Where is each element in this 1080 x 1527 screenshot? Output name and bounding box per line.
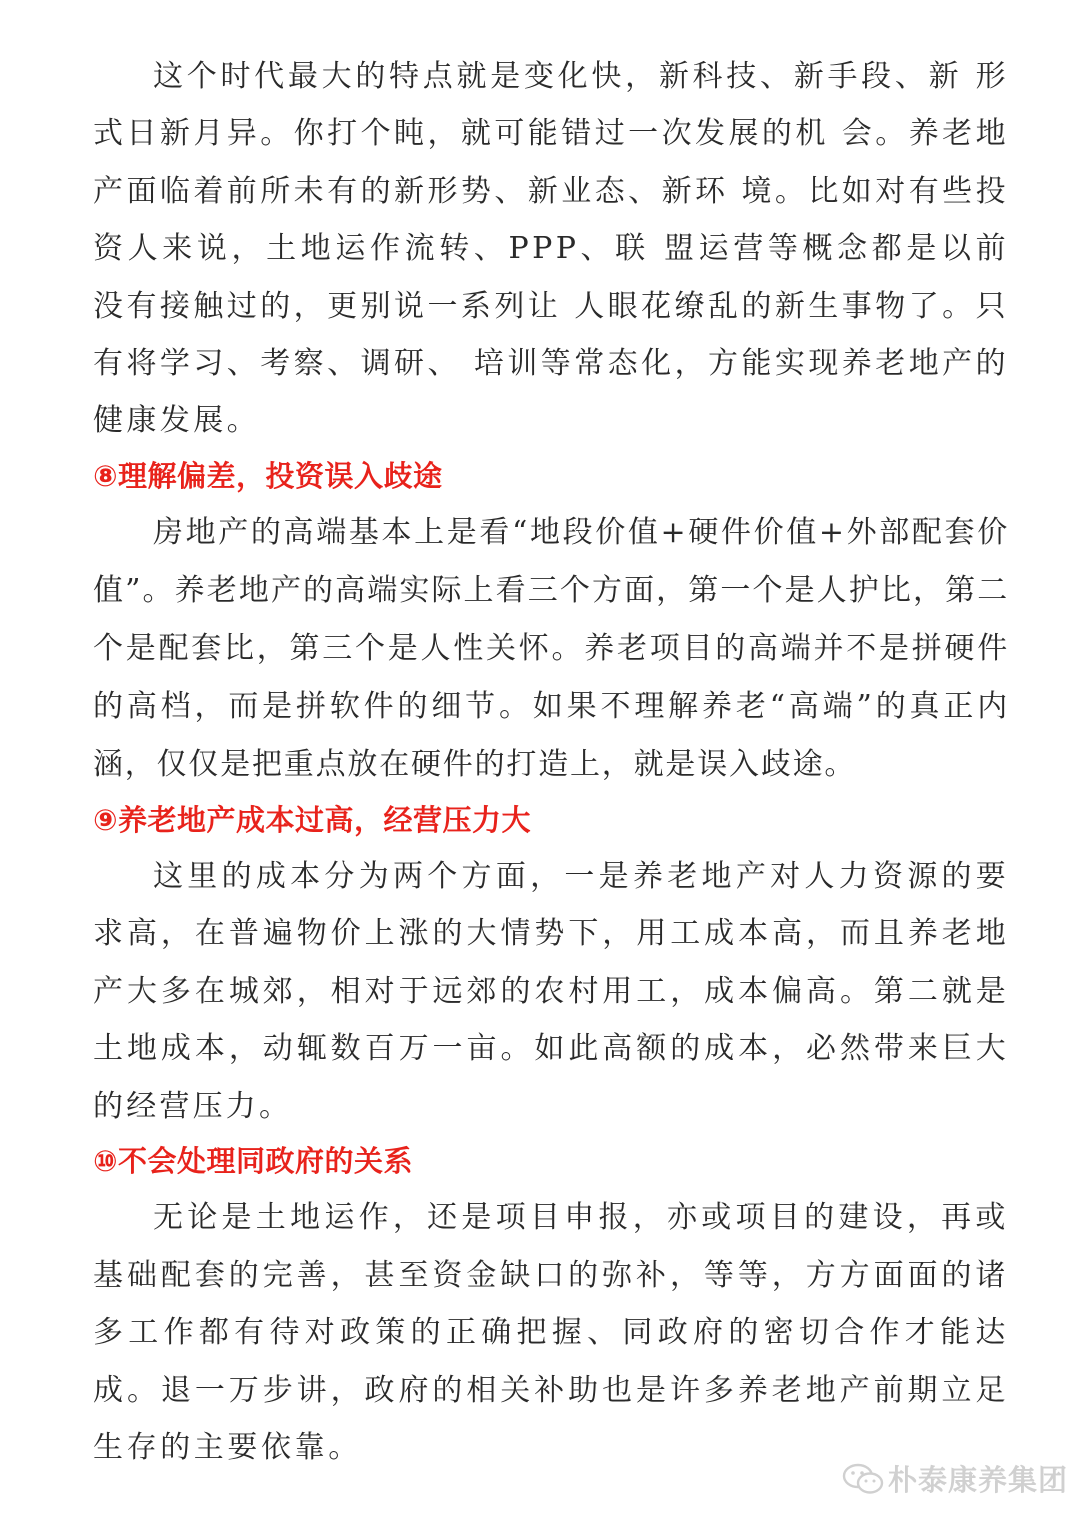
- paragraph-8: 房地产的高端基本上是看“地段价值+硬件价值+外部配套价值”。养老地产的高端实际上看三个方面，第一个是人护比，第二个是配套比，第三个是人性关怀。养老项目的高端并不是拼硬件的高档，而是拼软件的细节。如果不理解养老“高端”的真正内涵，仅仅是把重点放在硬件的打造上，就是误入歧途。: [93, 514, 1009, 782]
- heading-8: ⑧理解偏差，投资误入歧途: [93, 458, 443, 493]
- paragraph-9: 这里的成本分为两个方面，一是养老地产对人力资源的要求高，在普遍物价上涨的大情势下，用工成本高，而且养老地产大多在城郊，相对于远郊的农村用工，成本偏高。第二就是土地成本，动辄数百万一亩。如此高额的成本，必然带来巨大的经营压力。: [93, 858, 1009, 1124]
- paragraph-10: 无论是土地运作，还是项目申报，亦或项目的建设，再或基础配套的完善，甚至资金缺口的弥补，等等，方方面面的诸多工作都有待对政策的正确把握、同政府的密切合作才能达成。退一万步讲，政府的相关补助也是许多养老地产前期立足生存的主要依靠。: [93, 1200, 1009, 1466]
- wechat-icon: [842, 1462, 884, 1496]
- article-body: [93, 48, 1009, 1477]
- heading-9: ⑨养老地产成本过高，经营压力大: [93, 802, 532, 837]
- heading-10: ⑩不会处理同政府的关系: [93, 1144, 414, 1179]
- watermark: [842, 1458, 1068, 1499]
- paragraph-intro: 这个时代最大的特点就是变化快，新科技、新手段、新 形式日新月异。你打个盹，就可能错过一次发展的机 会。养老地产面临着前所未有的新形势、新业态、新环 境。比如对有些投资人来说，土地运作流转、PPP、联 盟运营等概念都是以前没有接触过的，更别说一系列让 人眼花缭乱的新生事物了。只有将学习、考察、调研、 培训等常态化，方能实现养老地产的健康发展。: [93, 59, 1009, 439]
- watermark-text: 朴泰康养集团: [888, 1463, 1069, 1497]
